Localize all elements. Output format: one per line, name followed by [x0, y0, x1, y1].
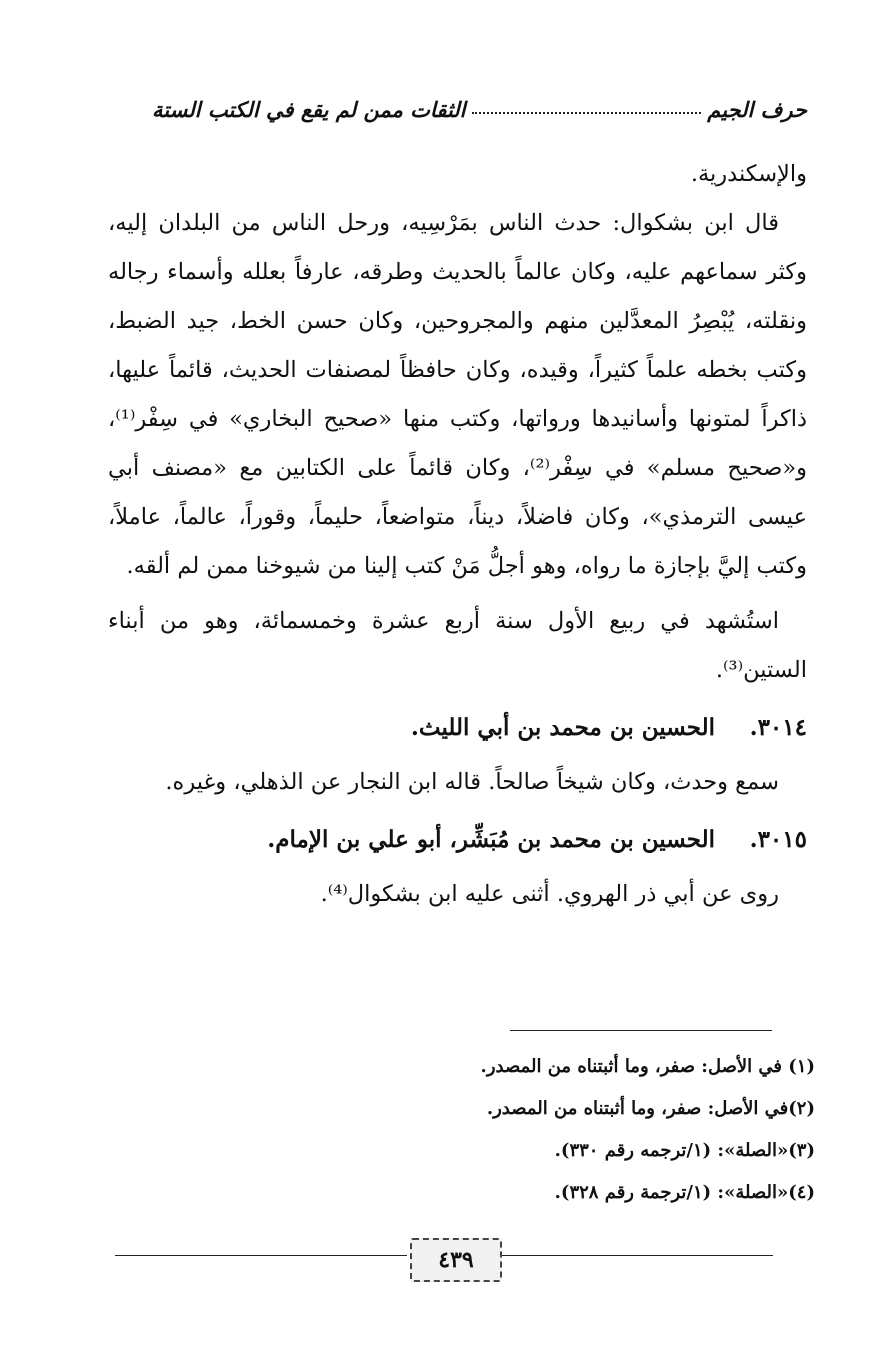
page-number: ٤٣٩	[410, 1238, 502, 1282]
running-header	[152, 82, 807, 122]
footnotes	[108, 1046, 815, 1214]
header-book-title: الثقات ممن لم يقع في الكتب الستة	[152, 97, 466, 122]
entry-name: الحسين بن محمد بن أبي الليث.	[410, 714, 715, 741]
entry-heading	[108, 703, 807, 752]
footnote-2: (٢)في الأصل: صفر، وما أثبتناه من المصدر.	[486, 1098, 815, 1119]
footnote-4: (٤)«الصلة»: (١/ترجمة رقم ٣٢٨).	[554, 1182, 815, 1203]
footer-rule-left	[115, 1255, 407, 1256]
header-dot-leader	[472, 112, 702, 114]
header-chapter: حرف الجيم	[707, 97, 807, 122]
entry-text: روى عن أبي ذر الهروي. أثنى عليه ابن بشكوال⁽⁴⁾.	[320, 881, 779, 907]
entry-number: ٣٠١٥.	[749, 826, 807, 853]
paragraph-2: قال ابن بشكوال: حدث الناس بمَرْسِيه، ورحل الناس من البلدان إليه، وكثر سماعهم عليه، وكان عالماً بالحديث وطرقه، عارفاً بعلله وأسماء رجاله ونقلته، يُبْصِرُ المعدَّلين منهم والمجروحين، وكان حسن الخط، جيد الضبط، وكتب بخطه علماً كثيراً، وقيده، وكان حافظاً لمصنفات الحديث، قائماً عليها، ذاكراً لمتونها وأسانيدها ورواتها، وكتب منها «صحيح البخاري» في سِفْر⁽¹⁾، و«صحيح مسلم» في سِفْر⁽²⁾، وكان قائماً على الكتابين مع «مصنف أبي عيسى الترمذي»، وكان فاضلاً، ديناً، متواضعاً، حليماً، وقوراً، عالماً، عاملاً، وكتب إليَّ بإجازة ما رواه، وهو أجلُّ مَنْ كتب إلينا من شيوخنا ممن لم ألقه.	[108, 210, 808, 579]
entry-name: الحسين بن محمد بن مُبَشِّر، أبو علي بن الإمام.	[267, 826, 715, 853]
footer-rule-right	[500, 1255, 773, 1256]
paragraph-3: استُشهد في ربيع الأول سنة أربع عشرة وخمسمائة، وهو من أبناء الستين⁽³⁾.	[108, 608, 807, 683]
entry-number: ٣٠١٤.	[749, 714, 807, 741]
paragraph-1: والإسكندرية.	[690, 161, 807, 187]
entry-heading	[108, 815, 807, 864]
footnote-3: (٣)«الصلة»: (١/ترجمه رقم ٣٣٠).	[554, 1140, 815, 1161]
footnote-separator	[510, 1030, 772, 1031]
body-text	[108, 150, 807, 919]
entry-text: سمع وحدث، وكان شيخاً صالحاً. قاله ابن النجار عن الذهلي، وغيره.	[165, 769, 779, 795]
footnote-1: (١) في الأصل: صفر، وما أثبتناه من المصدر.	[480, 1056, 815, 1077]
